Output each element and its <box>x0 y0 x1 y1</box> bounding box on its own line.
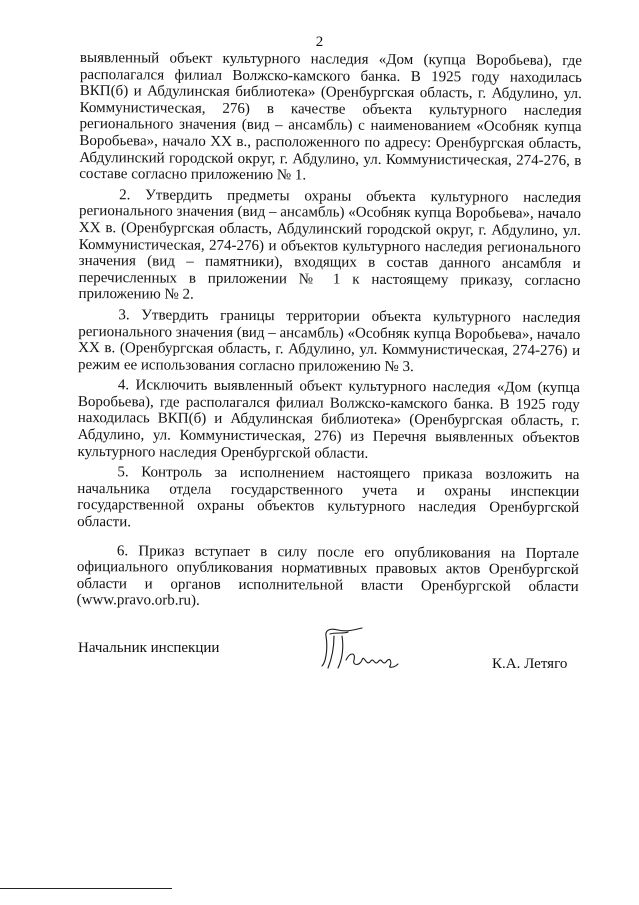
paragraph-item-3: 3. Утвердить границы территории объекта культурного наследия регионального значения (вид – ансамбль) «Особняк купца Воробьева», начало XX в. (Оренбургская область, г. Абдулино, ул. Коммунистическая, 274-276) и режим ее использования согласно приложению № 3. <box>78 307 581 375</box>
paragraph-item-2: 2. Утвердить предметы охраны объекта культурного наследия регионального значения (вид – ансамбль) «Особняк купца Воробьева», начало XX в. (Оренбургская область, Абдулинский городской округ, г. Абдулино, ул. Коммунистическая, 274-276) и объектов культурного наследия регионального значения (вид – памятники), входящих в состав данного ансамбля и перечисленных в приложении № 1 к настоящему приказу, согласно приложению № 2. <box>78 186 582 304</box>
signatory-name: К.А. Летяго <box>492 656 568 672</box>
paragraph-item-4: 4. Исключить выявленный объект культурного наследия «Дом (купца Воробьева), где располагался филиал Волжско-камского банка. В 1925 году находилась ВКП(б) и Абдулинская библиотека» (Оренбургская область, г. Абдулино, ул. Коммунистическая, 276) из Перечня выявленных объектов культурного наследия Оренбургской области. <box>77 377 580 462</box>
paragraph-item-6: 6. Приказ вступает в силу после его опубликования на Портале официального опубликования нормативных правовых актов Оренбургской области и органов исполнительной власти Оренбургской области (www.pravo.orb.ru). <box>76 542 579 610</box>
document-body <box>77 50 582 616</box>
signatory-title: Начальник инспекции <box>78 640 220 656</box>
footnote-divider <box>0 888 172 889</box>
page-number: 2 <box>315 34 324 50</box>
handwritten-signature <box>316 622 406 674</box>
paragraph-continuation: выявленный объект культурного наследия «Дом (купца Воробьева), где располагался филиал Волжско-камского банка. В 1925 году находилась ВКП(б) и Абдулинская библиотека» (Оренбургская область, г. Абдулино, ул. Коммунистическая, 276) в качестве объекта культурного наследия регионального значения (вид – ансамбль) с наименованием «Особняк купца Воробьева», начало XX в., расположенного по адресу: Оренбургская область, Абдулинский городской округ, г. Абдулино, ул. Коммунистическая, 274-276, в составе согласно приложению № 1. <box>79 50 582 184</box>
paragraph-item-5: 5. Контроль за исполнением настоящего приказа возложить на начальника отдела государственного учета и охраны инспекции государственной охраны объектов культурного наследия Оренбургской области. <box>77 464 580 531</box>
